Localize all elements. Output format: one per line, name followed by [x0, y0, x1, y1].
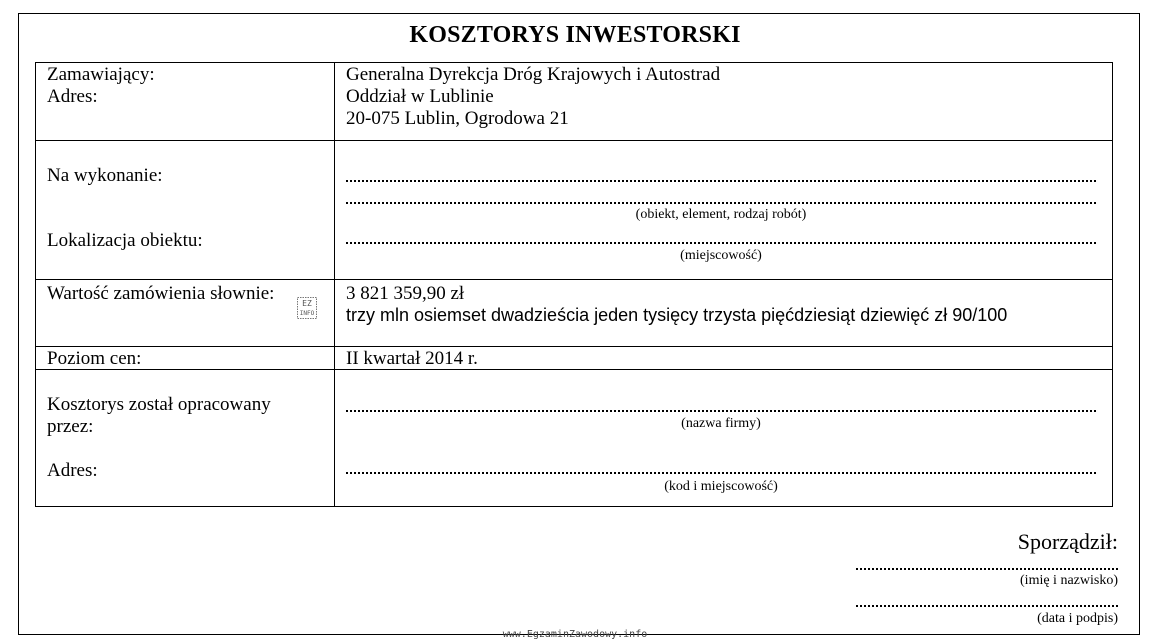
- work-scope-label: Na wykonanie:: [47, 165, 163, 186]
- date-signature-caption: (data i podpis): [1037, 611, 1118, 626]
- company-address-line[interactable]: [346, 472, 1096, 474]
- document-title: KOSZTORYS INWESTORSKI: [409, 22, 741, 48]
- svg-text:INFO: INFO: [299, 310, 315, 317]
- order-value-amount: 3 821 359,90 zł: [346, 283, 465, 304]
- price-level-label: Poziom cen:: [47, 348, 142, 369]
- client-label: Zamawiający:: [47, 64, 155, 85]
- row-divider: [36, 346, 1112, 347]
- column-divider: [334, 63, 335, 506]
- row-divider: [36, 140, 1112, 141]
- work-scope-line-1[interactable]: [346, 180, 1096, 182]
- company-name-line[interactable]: [346, 410, 1096, 412]
- client-address: 20-075 Lublin, Ogrodowa 21: [346, 108, 569, 129]
- location-caption: (miejscowość): [680, 248, 762, 263]
- order-value-words: trzy mln osiemset dwadzieścia jeden tysięcy trzysta pięćdziesiąt dziewięć zł 90/100: [346, 305, 1008, 325]
- svg-text:EZ: EZ: [302, 299, 312, 308]
- work-scope-line-2[interactable]: [346, 202, 1096, 204]
- prepared-by-signature-label: Sporządził:: [1017, 529, 1118, 554]
- row-divider: [36, 279, 1112, 280]
- date-signature-line[interactable]: [856, 605, 1118, 607]
- price-level-value: II kwartał 2014 r.: [346, 348, 478, 369]
- ez-info-logo-icon: [297, 297, 317, 319]
- name-caption: (imię i nazwisko): [1020, 573, 1118, 588]
- watermark: www.EgzaminZawodowy.info: [502, 629, 648, 640]
- row-divider: [36, 369, 1112, 370]
- order-value-label: Wartość zamówienia słownie:: [47, 283, 275, 304]
- company-name-caption: (nazwa firmy): [681, 416, 761, 431]
- client-name: Generalna Dyrekcja Dróg Krajowych i Autostrad: [346, 64, 721, 85]
- location-line[interactable]: [346, 242, 1096, 244]
- company-address-label: Adres:: [47, 460, 98, 481]
- prepared-by-label: Kosztorys został opracowany: [47, 394, 271, 415]
- client-branch: Oddział w Lublinie: [346, 86, 494, 107]
- client-address-label: Adres:: [47, 86, 98, 107]
- work-scope-caption: (obiekt, element, rodzaj robót): [635, 207, 807, 222]
- company-address-caption: (kod i miejscowość): [664, 479, 778, 494]
- name-line[interactable]: [856, 568, 1118, 570]
- prepared-by-label-cont: przez:: [47, 416, 94, 437]
- location-label: Lokalizacja obiektu:: [47, 230, 203, 251]
